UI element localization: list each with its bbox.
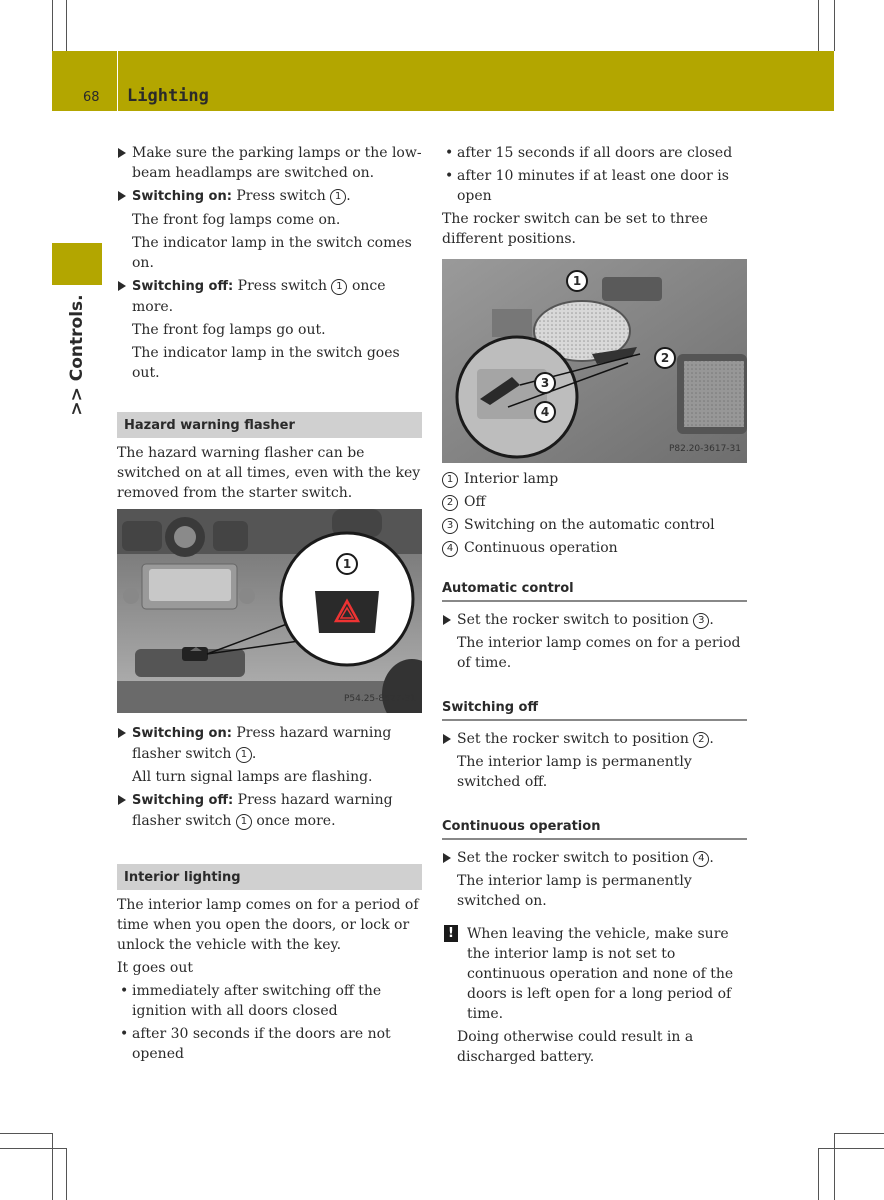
crop-mark [834,0,835,51]
image-callout: 2 [654,347,676,369]
step-fog-off: Switching off: Press switch 1 once more. [117,276,422,317]
callout-number: 1 [330,189,346,205]
result-text: The interior lamp is permanently switched off. [457,754,692,790]
crop-mark [0,1133,52,1134]
rocker-intro: The rocker switch can be set to three different positions. [442,211,708,247]
callout-number: 1 [236,747,252,763]
step-parking-lamps: Make sure the parking lamps or the low-beam headlamps are switched on. [117,143,422,183]
step-hazard-off: Switching off: Press hazard warning flasher switch 1 once more. [117,790,422,831]
callout-number: 1 [236,814,252,830]
step-off: Set the rocker switch to position 2 . [442,729,747,749]
interior-heading: Interior lighting [117,864,422,890]
side-tab [52,243,102,285]
crop-mark [818,0,819,51]
hazard-intro: The hazard warning flasher can be switched on at all times, even with the key removed from the starter switch. [117,445,421,501]
warning-icon: ! [444,925,458,942]
callout-number: 1 [331,279,347,295]
legend-item: 3 Switching on the automatic control [442,515,747,535]
image-callout: 1 [336,553,358,575]
result-text: The interior lamp comes on for a period of time. [457,635,741,671]
cont-heading: Continuous operation [442,817,747,840]
crop-mark [834,1133,835,1200]
left-column [117,143,422,1067]
header-divider [117,51,118,111]
crop-mark [818,1148,884,1149]
crop-mark [0,1148,66,1149]
crop-mark [66,1148,67,1200]
result-text: The indicator lamp in the switch comes on. [132,235,412,271]
image-code: P82.20-3617-31 [668,444,741,454]
step-fog-on: Switching on: Press switch 1 . [117,186,422,207]
callout-number: 4 [693,851,709,867]
side-label [52,295,102,415]
step-hazard-on: Switching on: Press hazard warning flasher switch 1 . [117,723,422,764]
bullet-item: • after 10 minutes if at least one door is open [442,166,747,206]
result-text: The front fog lamps come on. [132,212,341,228]
crop-mark [818,1148,819,1200]
step-cont: Set the rocker switch to position 4 . [442,848,747,868]
warning-text-2: Doing otherwise could result in a discharged battery. [457,1029,694,1065]
step-auto: Set the rocker switch to position 3 . [442,610,747,630]
legend-item: 4 Continuous operation [442,538,747,558]
warning-text: When leaving the vehicle, make sure the interior lamp is not set to continuous operation and none of the doors is left open for a long period of time. [467,926,734,1022]
auto-heading: Automatic control [442,579,747,602]
warning-note [442,924,747,1067]
result-text: The indicator lamp in the switch goes out. [132,345,400,381]
bullet-item: • after 30 seconds if the doors are not opened [117,1024,422,1064]
interior-lamp-image [442,259,747,463]
crop-mark [66,0,67,51]
section-title: Lighting [127,86,209,106]
image-callout: 1 [566,270,588,292]
result-text: All turn signal lamps are flashing. [132,769,373,785]
right-column [442,143,747,1067]
image-callout: 3 [534,372,556,394]
bullet-item: • immediately after switching off the ignition with all doors closed [117,981,422,1021]
off-heading: Switching off [442,698,747,721]
callout-number: 3 [693,613,709,629]
image-callout: 4 [534,401,556,423]
image-code: P54.25-8527-31 [343,694,416,704]
page-number: 68 [83,90,100,105]
hazard-heading: Hazard warning flasher [117,412,422,438]
interior-intro: The interior lamp comes on for a period of time when you open the doors, or lock or unlock the vehicle with the key. [117,897,419,953]
result-text: The front fog lamps go out. [132,322,326,338]
crop-mark [52,0,53,51]
side-label-text: >> Controls. [67,294,87,416]
bullet-item: • after 15 seconds if all doors are closed [442,143,747,163]
crop-mark [834,1133,884,1134]
legend-item: 2 Off [442,492,747,512]
result-text: The interior lamp is permanently switched on. [457,873,692,909]
goes-out-text: It goes out [117,960,193,976]
legend-item: 1 Interior lamp [442,469,747,489]
hazard-image [117,509,422,713]
callout-number: 2 [693,732,709,748]
crop-mark [52,1133,53,1200]
